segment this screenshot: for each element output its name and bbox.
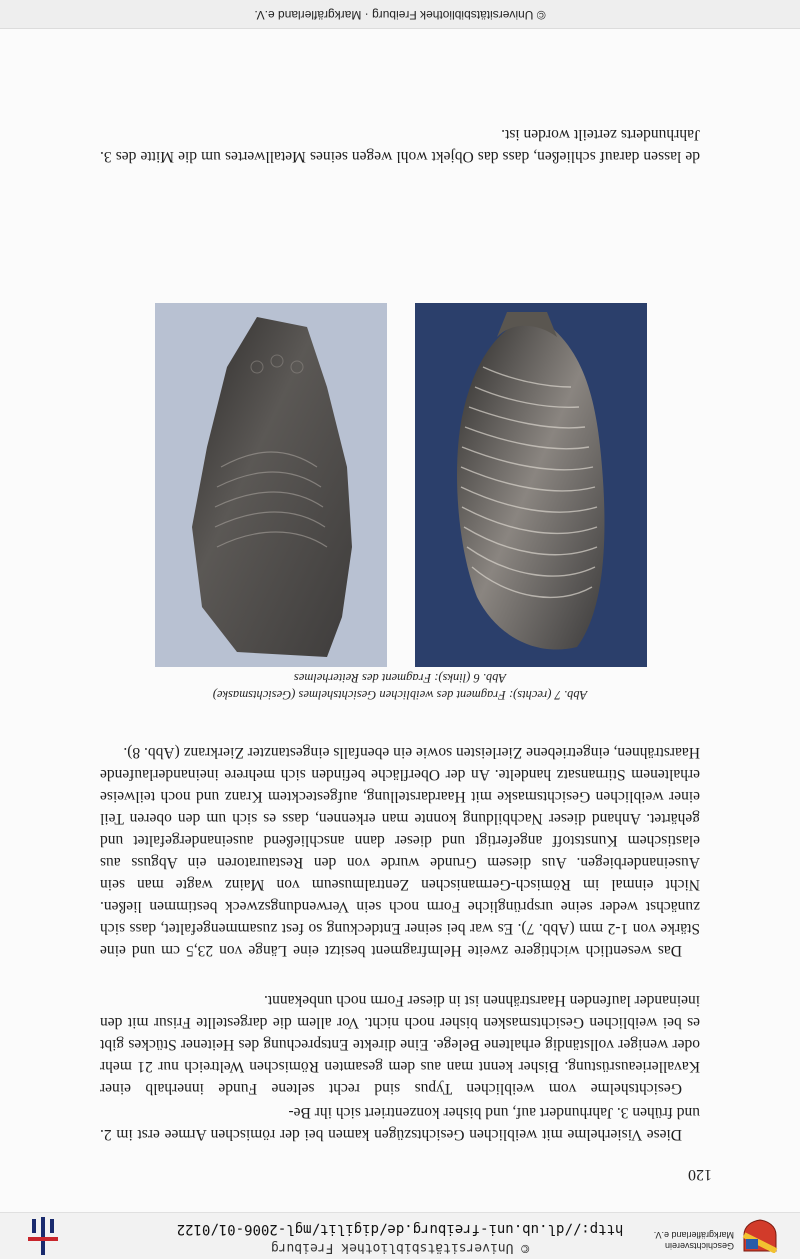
footer-strip	[0, 0, 800, 29]
paragraph: Gesichtshelme vom weiblichen Typus sind recht seltene Funde innerhalb einer Kavallerieausrüstung. Bisher kennt man aus dem gesamten Römischen Weltreich nur 21 mehr oder weniger vollständig erhaltene Belege. Eine direkte Entsprechung des Heitener Stückes gibt es bei weiblichen Gesichtsmasken bisher noch nicht. Vor allem die dargestellte Frisur mit den ineinander laufenden Haarsträhnen ist in dieser Form noch unbekannt.	[100, 992, 700, 1097]
university-logo-icon	[28, 1217, 58, 1255]
library-banner	[0, 1212, 800, 1259]
caption-line: Abb. 6 (links): Fragment des Reiterhelmes	[293, 671, 507, 685]
text-block-bottom	[100, 123, 700, 167]
footer-credit: © Universitätsbibliothek Freiburg · Markgräflerland e.V.	[254, 8, 546, 22]
society-name-line2: Markgräflerland e.V.	[653, 1230, 734, 1240]
paragraph: Das wesentlich wichtigere zweite Helmfragment besitzt eine Länge von 23,5 cm und eine Stärke von 1-2 mm (Abb. 7). Es war bei seiner Entdeckung so fest zusammengefaltet, dass sich zunächst weder seine ursprüngliche Form noch sein Verwendungszweck bestimmen ließen. Nicht einmal im Römisch-Germanischen Zentralmuseum von Mainz wagte man sein Auseinanderbiegen. Aus diesem Grunde wurde von den Restauratoren ein Abguss aus elastischem Kunststoff angefertigt und dieser dann anschließend auseinandergefaltet und gehärtet. Anhand dieser Nachbildung konnte man erkennen, dass es sich um den oberen Teil einer weiblichen Gesichtsmaske mit Haardarstellung, aufgestecktem Kranz und noch teilweise erhaltenem Stirnansatz handelte. An der Oberfläche befinden sich mehrere ineinanderlaufende Haarsträhnen, eingetriebene Zierleisten sowie ein ebenfalls eingestanzter Zierkranz (Abb. 8).	[100, 744, 700, 959]
document-url-link[interactable]: http://dl.ub.uni-freiburg.de/digilit/mgl-2006-01/0122	[176, 1221, 624, 1237]
paragraph: de lassen darauf schließen, dass das Objekt wohl wegen seines Metallwertes um die Mitte des 3. Jahrhunderts zerteilt worden ist.	[100, 126, 700, 165]
text-block-middle	[100, 989, 700, 1099]
photo-helmet-fragment-rider	[155, 303, 387, 667]
library-copyright: © Universitätsbibliothek Freiburg	[270, 1240, 530, 1255]
page-number: 120	[688, 1166, 712, 1183]
paragraph: Diese Visierhelme mit weiblichen Gesichtszügen kamen bei der römischen Armee erst im 2. und frühen 3. Jahrhundert auf, und bisher konzentriert sich ihr Be-	[100, 1104, 700, 1143]
society-name-line1: Geschichtsverein	[664, 1241, 734, 1251]
caption-line: Abb. 7 (rechts): Fragment des weiblichen Gesichtshelmes (Gesichtsmaske)	[212, 688, 588, 702]
text-block-top	[100, 1101, 700, 1145]
figure-caption	[0, 669, 800, 703]
text-block-lower	[100, 741, 700, 961]
photo-helmet-fragment-mask	[415, 303, 647, 667]
